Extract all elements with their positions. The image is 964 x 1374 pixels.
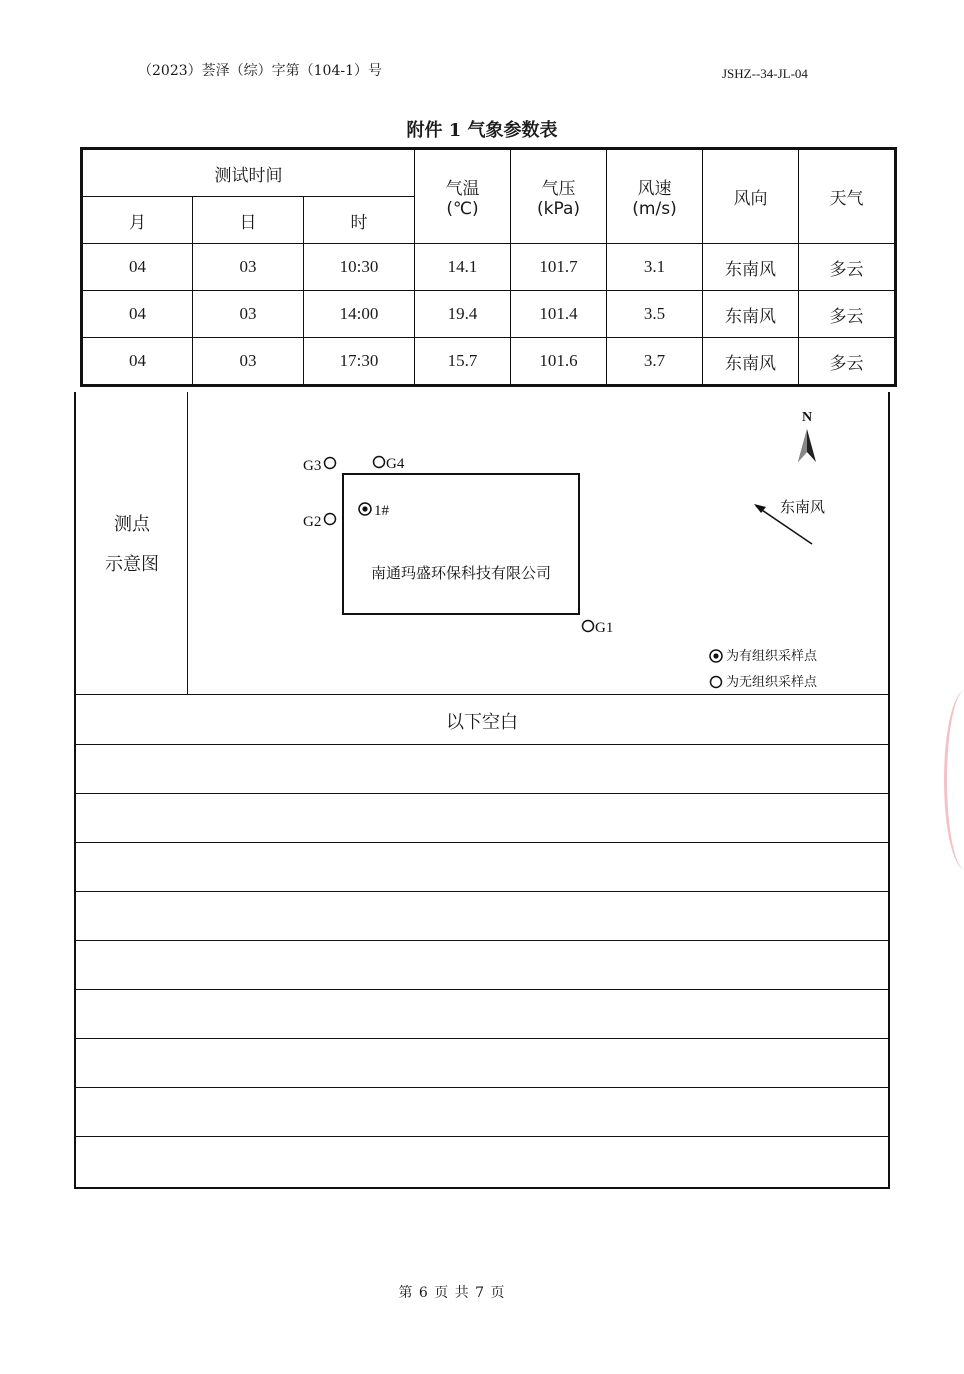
pressure-unit: (kPa): [537, 199, 581, 219]
divider: [74, 1038, 890, 1039]
pressure-label: 气压: [541, 179, 576, 199]
table-row: [82, 244, 896, 291]
wind-speed-header: [607, 149, 703, 244]
page-number: 第 6 页 共 7 页: [398, 1285, 506, 1301]
page-title: 附件 1 气象参数表: [406, 120, 558, 141]
weather-cell: 多云: [799, 338, 896, 386]
wind-speed-cell: 3.1: [607, 244, 703, 291]
day-cell: 03: [193, 338, 304, 386]
weather-cell: 多云: [799, 291, 896, 338]
wind-direction-label: 东南风: [780, 498, 826, 516]
wind-speed-cell: 3.7: [607, 338, 703, 386]
time-cell: 10:30: [304, 244, 415, 291]
divider: [74, 1087, 890, 1088]
month-cell: 04: [82, 338, 193, 386]
temperature-cell: 15.7: [415, 338, 511, 386]
day-cell: 03: [193, 291, 304, 338]
legend-organized: [710, 648, 818, 664]
pressure-cell: 101.6: [511, 338, 607, 386]
month-header: 月: [82, 197, 193, 244]
company-name: 南通玛盛环保科技有限公司: [370, 564, 552, 582]
temperature-label: 气温: [445, 179, 480, 199]
temperature-header: [415, 149, 511, 244]
temperature-unit: (℃): [446, 199, 479, 219]
organized-point-1: [359, 503, 390, 519]
wind-direction-header: 风向: [703, 149, 799, 244]
point-g1: [583, 620, 614, 636]
wind-direction-cell: 东南风: [703, 244, 799, 291]
blank-below-note: 以下空白: [446, 712, 518, 733]
pressure-cell: 101.4: [511, 291, 607, 338]
table-row: [82, 338, 896, 386]
divider: [74, 1136, 890, 1137]
test-time-header: 测试时间: [82, 149, 415, 197]
point-g4-label: G4: [386, 456, 405, 472]
diagram-label-line2: 示意图: [105, 554, 159, 575]
diagram-label-line1: 测点: [114, 514, 150, 535]
header-row: [82, 149, 896, 197]
time-cell: 14:00: [304, 291, 415, 338]
day-cell: 03: [193, 244, 304, 291]
temperature-cell: 14.1: [415, 244, 511, 291]
point-1-label: 1#: [374, 503, 389, 519]
divider: [74, 842, 890, 843]
wind-speed-cell: 3.5: [607, 291, 703, 338]
north-arrow-icon: [798, 410, 816, 462]
divider: [74, 989, 890, 990]
table-row: [82, 291, 896, 338]
weather-cell: 多云: [799, 244, 896, 291]
legend-unorganized: [711, 674, 819, 690]
meteorological-table: [80, 147, 897, 387]
north-label: N: [801, 410, 813, 425]
month-cell: 04: [82, 244, 193, 291]
document-number: （2023）荟泽（综）字第（104-1）号: [138, 63, 382, 79]
point-g2-label: G2: [303, 514, 322, 530]
point-g3-label: G3: [303, 458, 322, 474]
wind-speed-unit: (m/s): [632, 199, 677, 219]
company-building: [343, 474, 579, 614]
month-cell: 04: [82, 291, 193, 338]
time-cell: 17:30: [304, 338, 415, 386]
point-g4: [374, 456, 405, 472]
wind-direction-cell: 东南风: [703, 338, 799, 386]
divider: [74, 793, 890, 794]
red-seal-edge: [944, 690, 964, 870]
day-header: 日: [193, 197, 304, 244]
divider: [74, 694, 890, 695]
legend-unorganized-label: 为无组织采样点: [726, 675, 818, 690]
point-g2: [303, 514, 336, 531]
diagram-svg: [76, 392, 888, 694]
wind-speed-label: 风速: [637, 179, 672, 199]
form-code: JSHZ--34-JL-04: [722, 66, 808, 81]
pressure-cell: 101.7: [511, 244, 607, 291]
hour-header: 时: [304, 197, 415, 244]
point-g3: [303, 458, 336, 475]
legend-organized-label: 为有组织采样点: [726, 649, 818, 664]
divider: [74, 940, 890, 941]
pressure-header: [511, 149, 607, 244]
divider: [74, 891, 890, 892]
divider: [74, 744, 890, 745]
weather-header: 天气: [799, 149, 896, 244]
point-g1-label: G1: [595, 620, 614, 636]
sampling-point-diagram: [76, 392, 888, 694]
temperature-cell: 19.4: [415, 291, 511, 338]
wind-direction-cell: 东南风: [703, 291, 799, 338]
